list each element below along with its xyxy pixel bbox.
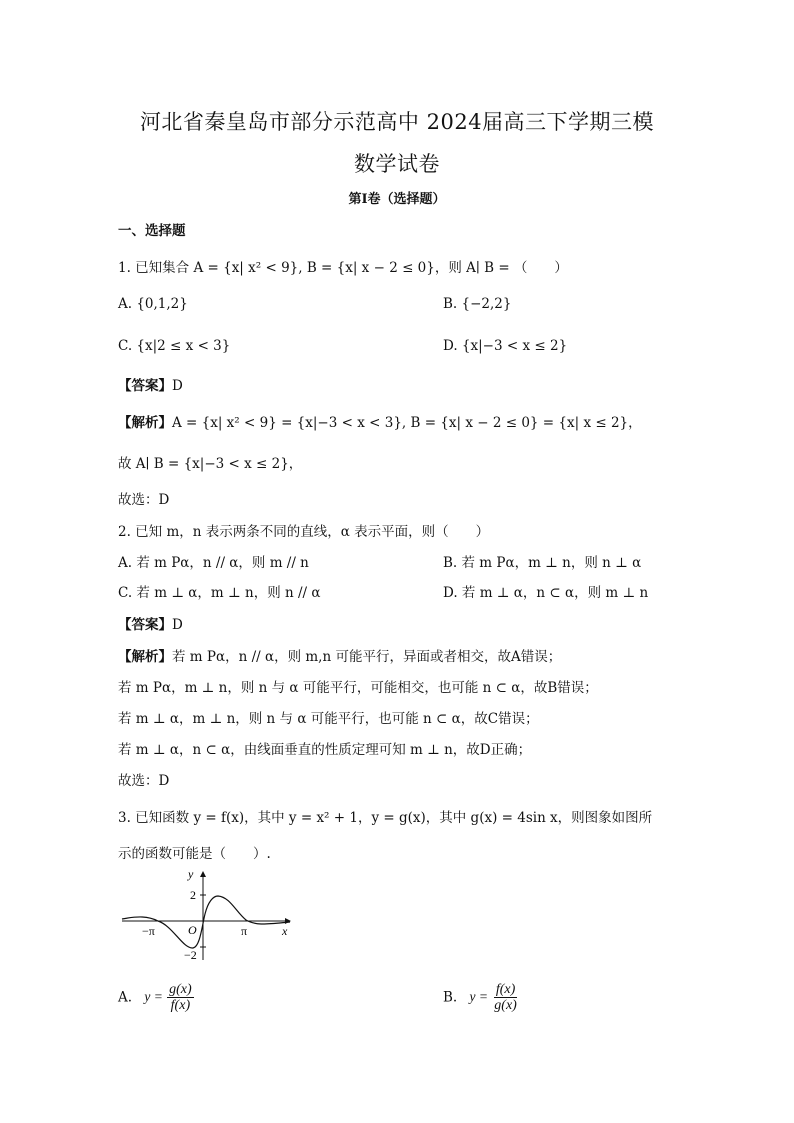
- q1-option-b: B. {−2,2}: [443, 296, 512, 312]
- q3-option-b: [443, 982, 519, 1014]
- q2-answer-line: [118, 613, 183, 633]
- q2-analysis-2: 若 m Pα，m ⊥ n，则 n 与 α 可能平行，可能相交，也可能 n ⊂ α，故B错误；: [118, 680, 598, 696]
- q2-analysis-line1: [118, 645, 561, 665]
- fraction: [492, 982, 519, 1014]
- q1-option-d: D. {x|−3 < x ≤ 2}: [443, 338, 568, 354]
- y-tick-label-pos: 2: [190, 888, 196, 902]
- q2-stem: 2. 已知 m，n 表示两条不同的直线，α 表示平面，则（ ）: [118, 524, 490, 540]
- fraction-numerator: g(x): [169, 982, 192, 997]
- q2-analysis-3: 若 m ⊥ α，m ⊥ n，则 n 与 α 可能平行，也可能 n ⊂ α，故C错误；: [118, 711, 539, 727]
- fraction-denominator: g(x): [494, 998, 517, 1014]
- q1-answer-line: [118, 374, 183, 394]
- q2-conclusion: 故选：D: [118, 773, 170, 789]
- answer-label: 【答案】: [118, 378, 172, 394]
- fraction-denominator: f(x): [170, 998, 191, 1014]
- option-prefix: A.: [118, 989, 133, 1006]
- option-lhs: y =: [144, 989, 163, 1005]
- q3-stem-2: 示的函数可能是（ ）.: [118, 846, 271, 862]
- q1-option-a: A. {0,1,2}: [118, 296, 188, 312]
- x-tick-label-neg: −π: [142, 924, 155, 938]
- analysis-label: 【解析】: [118, 415, 172, 431]
- y-axis-label: y: [188, 867, 194, 881]
- section-heading: 一、选择题: [118, 223, 186, 239]
- option-prefix: B.: [443, 989, 458, 1006]
- q2-analysis-1: 若 m Pα，n // α，则 m,n 可能平行，异面或者相交，故A错误；: [172, 649, 562, 665]
- q1-answer: D: [172, 378, 183, 394]
- q3-option-a: [118, 982, 194, 1014]
- exam-subtitle: 数学试卷: [354, 152, 440, 176]
- q1-analysis-1: A = {x| x² < 9} = {x|−3 < x < 3}, B = {x| x − 2 ≤ 0} = {x| x ≤ 2}，: [172, 415, 642, 431]
- analysis-label: 【解析】: [118, 649, 172, 665]
- q1-stem: 1. 已知集合 A = {x| x² < 9}, B = {x| x − 2 ≤ 0}，则 A∣ B = （ ）: [118, 260, 568, 276]
- q3-stem-1: 3. 已知函数 y = f(x)，其中 y = x² + 1，y = g(x)，其中 g(x) = 4sin x，则图象如图所: [118, 810, 653, 826]
- y-tick-label-neg: −2: [184, 948, 197, 962]
- q2-option-a: A. 若 m Pα，n // α，则 m // n: [118, 555, 309, 571]
- function-curve: [122, 896, 290, 948]
- q2-option-d: D. 若 m ⊥ α，n ⊂ α，则 m ⊥ n: [443, 585, 649, 601]
- fraction-numerator: f(x): [495, 982, 516, 997]
- q1-conclusion: 故选：D: [118, 492, 170, 508]
- q2-option-b: B. 若 m Pα，m ⊥ n，则 n ⊥ α: [443, 555, 642, 571]
- option-lhs: y =: [469, 989, 488, 1005]
- q2-analysis-4: 若 m ⊥ α，n ⊂ α，由线面垂直的性质定理可知 m ⊥ n，故D正确；: [118, 742, 532, 758]
- x-axis-label: x: [282, 924, 288, 938]
- exam-title: 河北省秦皇岛市部分示范高中 2024届高三下学期三模: [139, 110, 655, 134]
- answer-label: 【答案】: [118, 617, 172, 633]
- q2-answer: D: [172, 617, 183, 633]
- origin-label: O: [188, 923, 197, 937]
- fraction: [167, 982, 194, 1014]
- volume-heading: 第I卷（选择题）: [348, 192, 446, 207]
- x-tick-label-pos: π: [241, 924, 248, 938]
- q2-option-c: C. 若 m ⊥ α，m ⊥ n，则 n // α: [118, 585, 321, 601]
- q3-function-graph: [118, 864, 298, 964]
- q1-option-c: C. {x|2 ≤ x < 3}: [118, 338, 231, 354]
- q1-analysis-2: 故 A∣ B = {x|−3 < x ≤ 2}，: [118, 456, 303, 472]
- q1-analysis-line1: [118, 411, 642, 431]
